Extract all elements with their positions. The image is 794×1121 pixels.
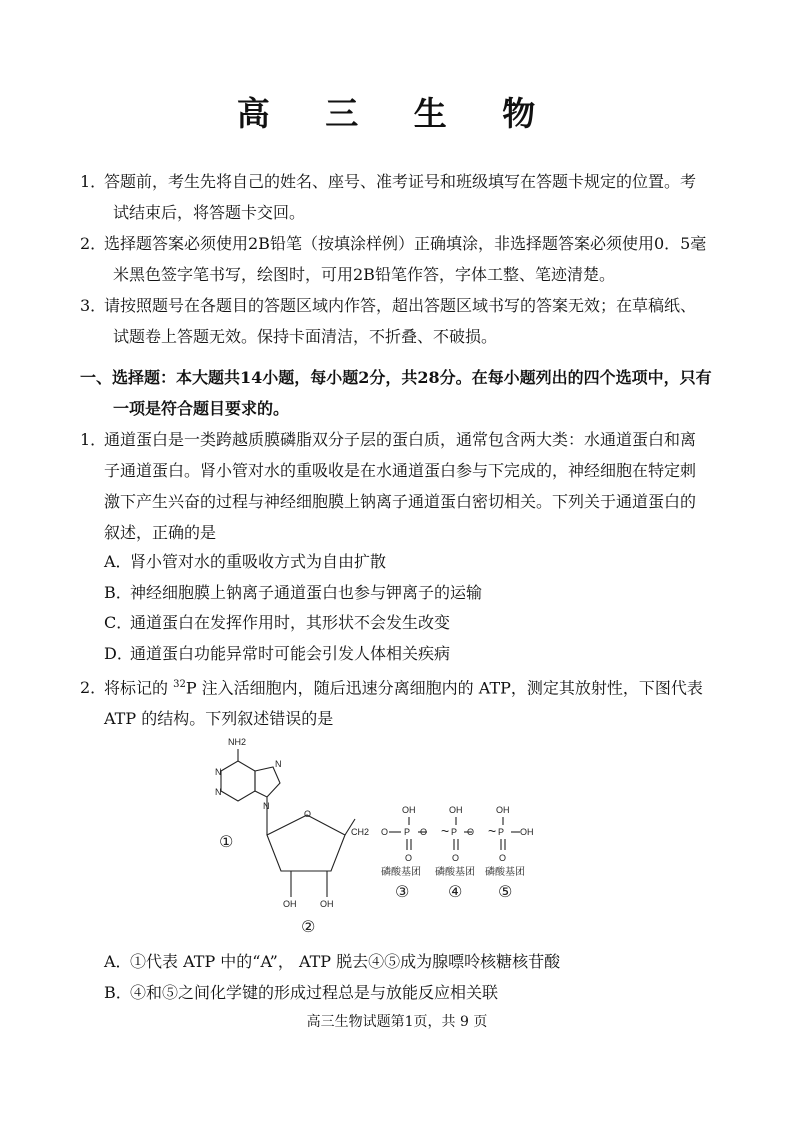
question-text: 叙述，正确的是 [104, 523, 217, 542]
question-text: ATP 的结构。下列叙述错误的是 [104, 709, 334, 729]
phosphate-oh-label: OH [449, 805, 463, 815]
page-title: 高 三 生 物 [236, 94, 558, 133]
isotope-superscript: 32 [173, 679, 186, 690]
note-text-cont: 试结束后，将答题卡交回。 [113, 203, 306, 222]
note-text: 请按照题号在各题目的答题区域内作答，超出答题区域书写的答案无效；在草稿纸、 [104, 296, 697, 315]
nitrogen-label: N [275, 759, 282, 769]
phosphorus-label: P [498, 827, 505, 837]
question-text: 子通道蛋白。肾小管对水的重吸收是在水通道蛋白参与下完成的，神经细胞在特定刺 [104, 461, 697, 480]
marker-4: ④ [448, 882, 463, 901]
phosphate-group-label: 磷酸基团 [485, 867, 525, 878]
note-text-cont: 米黑色签字笔书写，绘图时，可用2B铅笔作答，字体工整、笔迹清楚。 [113, 265, 615, 284]
option-label: A． [104, 952, 132, 971]
question-text: 将标记的 [104, 678, 174, 698]
note-number: 1． [80, 172, 107, 191]
phosphate-o-label: O [452, 853, 460, 863]
phosphate-o-label: O [405, 853, 413, 863]
hydroxyl-label: OH [283, 899, 297, 909]
phosphorus-label: P [404, 827, 411, 837]
question-text: 激下产生兴奋的过程与神经细胞膜上钠离子通道蛋白密切相关。下列关于通道蛋白的 [104, 492, 697, 511]
terminal-oh-label: OH [520, 827, 534, 837]
note-2 [80, 228, 714, 290]
note-number: 3． [80, 296, 107, 315]
methylene-label: CH2 [351, 827, 370, 837]
q1-option-b [104, 577, 482, 608]
bridge-oxygen-label: O [467, 827, 475, 837]
high-energy-bond: ~ [488, 823, 497, 839]
section-heading [80, 362, 714, 424]
question-text: 通道蛋白是一类跨越质膜磷脂双分子层的蛋白质，通常包含两大类：水通道蛋白和离 [104, 430, 697, 449]
option-text: 通道蛋白在发挥作用时，其形状不会发生改变 [130, 613, 451, 632]
nitrogen-label: N [215, 787, 222, 797]
marker-3: ③ [395, 882, 410, 901]
option-text: 神经细胞膜上钠离子通道蛋白也参与钾离子的运输 [130, 583, 483, 602]
marker-5: ⑤ [498, 882, 513, 901]
nitrogen-label: N [263, 801, 270, 811]
phosphorus-label: P [451, 827, 458, 837]
q2-option-b [104, 977, 498, 1008]
note-number: 2． [80, 234, 107, 253]
question-text: P 注入活细胞内，随后迅速分离细胞内的 ATP，测定其放射性，下图代表 [185, 678, 703, 698]
option-label: C． [104, 613, 133, 632]
high-energy-bond: ~ [441, 823, 450, 839]
question-2 [80, 669, 714, 734]
question-number: 1． [80, 430, 107, 449]
marker-1: ① [219, 832, 234, 851]
atp-structure-diagram [205, 735, 545, 935]
page-footer: 高三生物试题第1页，共 9 页 [306, 1014, 488, 1030]
option-text: ①代表 ATP 中的“A”， ATP 脱去④⑤成为腺嘌呤核糖核苷酸 [130, 952, 561, 971]
q2-option-a [104, 946, 560, 977]
phosphate-group-label: 磷酸基团 [435, 867, 475, 878]
option-label: B． [104, 983, 132, 1002]
phosphate-group-label: 磷酸基团 [381, 867, 421, 878]
phosphate-o-label: O [499, 853, 507, 863]
ester-oxygen-label: O [381, 827, 389, 837]
option-text: ④和⑤之间化学键的形成过程总是与放能反应相关联 [130, 983, 499, 1002]
phosphate-oh-label: OH [402, 805, 416, 815]
note-text-cont: 试题卷上答题无效。保持卡面清洁，不折叠、不破损。 [113, 327, 498, 346]
marker-2: ② [301, 917, 316, 935]
question-1 [80, 424, 714, 548]
q1-option-c [104, 607, 450, 638]
option-label: B． [104, 583, 132, 602]
option-text: 通道蛋白功能异常时可能会引发人体相关疾病 [130, 644, 451, 663]
bridge-oxygen-label: O [420, 827, 428, 837]
option-label: A． [104, 552, 132, 571]
q1-option-d [104, 638, 450, 669]
ring-oxygen-label: O [304, 809, 312, 819]
note-text: 答题前，考生先将自己的姓名、座号、准考证号和班级填写在答题卡规定的位置。考 [104, 172, 697, 191]
question-number: 2． [80, 678, 107, 698]
option-label: D． [104, 644, 133, 663]
note-text: 选择题答案必须使用2B铅笔（按填涂样例）正确填涂，非选择题答案必须使用0．5毫 [104, 234, 707, 253]
section-heading-line2: 一项是符合题目要求的。 [113, 399, 290, 418]
amino-group-label: NH2 [228, 737, 247, 747]
section-heading-line1: 一、选择题：本大题共14小题，每小题2分，共28分。在每小题列出的四个选项中，只有 [80, 368, 712, 387]
q1-option-a [104, 546, 386, 577]
note-1 [80, 166, 714, 228]
nitrogen-label: N [215, 767, 222, 777]
hydroxyl-label: OH [320, 899, 334, 909]
option-text: 肾小管对水的重吸收方式为自由扩散 [130, 552, 387, 571]
note-3 [80, 290, 714, 352]
phosphate-oh-label: OH [496, 805, 510, 815]
